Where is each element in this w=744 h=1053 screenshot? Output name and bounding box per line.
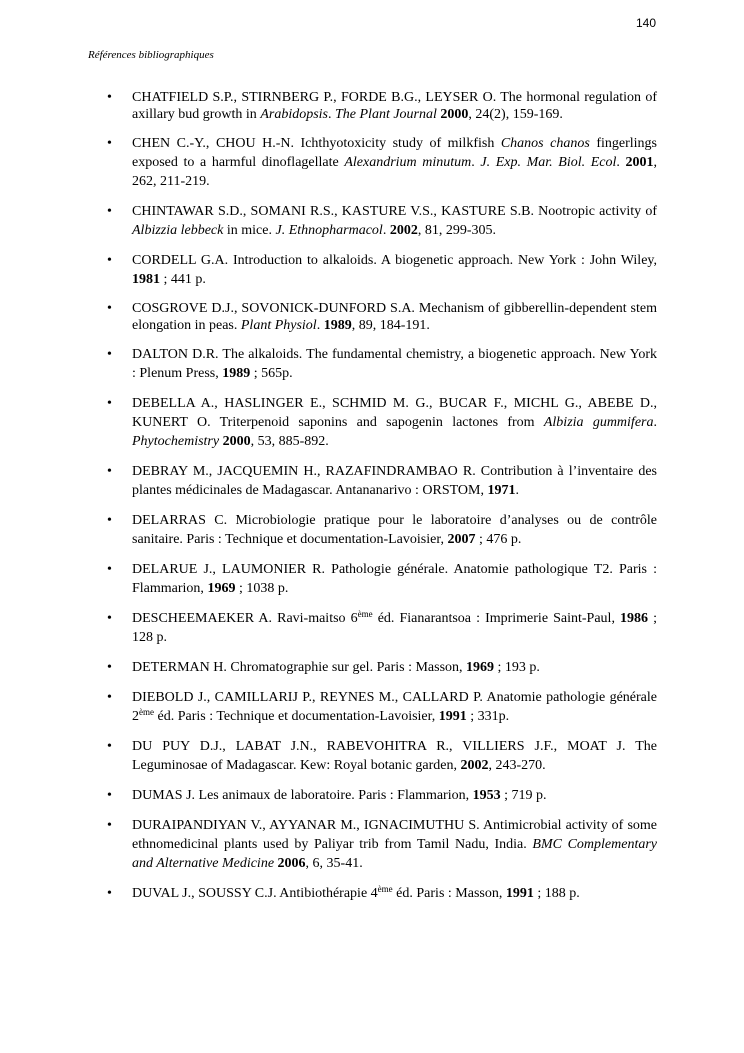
italic-run: Arabidopsis bbox=[260, 107, 328, 122]
bullet-icon: • bbox=[107, 136, 112, 151]
text-run: DU PUY D.J., LABAT J.N., RABEVOHITRA R., VILLIERS J.F., MOAT J. The Leguminosae of Madagascar. Kew: Royal botanic garden, bbox=[132, 739, 657, 773]
reference-text bbox=[132, 394, 657, 451]
bold-run: 1969 bbox=[466, 660, 495, 675]
text-run: DEBELLA A., HASLINGER E., SCHMID M. G., BUCAR F., MICHL G., ABEBE D., KUNERT O. Triterpenoid saponins and sapogenin lactones from bbox=[132, 396, 657, 430]
text-run: in mice. bbox=[223, 223, 276, 238]
reference-text bbox=[132, 884, 657, 903]
page-number: 140 bbox=[636, 16, 657, 30]
reference-text bbox=[132, 251, 657, 289]
italic-run: The Plant Journal bbox=[335, 107, 437, 122]
text-run: , 6, 35-41. bbox=[305, 856, 363, 871]
text-run: . bbox=[616, 155, 626, 170]
bullet-icon: • bbox=[107, 464, 112, 479]
italic-run: Albizia gummifera bbox=[543, 415, 654, 430]
text-run: , 262, 211-219. bbox=[132, 155, 658, 189]
text-run: , 24(2), 159-169. bbox=[468, 107, 563, 122]
text-run: . bbox=[328, 107, 335, 122]
bullet-icon: • bbox=[107, 886, 112, 901]
italic-run: Chanos chanos bbox=[500, 136, 590, 151]
bullet-icon: • bbox=[107, 253, 112, 268]
bullet-icon: • bbox=[107, 788, 112, 803]
reference-text bbox=[132, 202, 657, 240]
bullet-icon: • bbox=[107, 818, 112, 833]
text-run: DELARUE J., LAUMONIER R. Pathologie générale. Anatomie pathologique T2. Paris : Flammarion, bbox=[132, 562, 657, 596]
reference-text bbox=[132, 511, 657, 549]
reference-text bbox=[132, 300, 657, 334]
text-run: ; 128 p. bbox=[132, 611, 657, 645]
text-run: DURAIPANDIYAN V., AYYANAR M., IGNACIMUTHU S. Antimicrobial activity of some ethnomedicinal plants used by Paliyar trib from Tamil Nadu, India. bbox=[132, 818, 657, 852]
reference-entry-descheemaeker bbox=[0, 609, 657, 647]
text-run: CHEN C.-Y., CHOU H.-N. Ichthyotoxicity study of milkfish bbox=[132, 136, 501, 151]
reference-entry-chen bbox=[0, 134, 657, 191]
text-run: éd. Paris : Masson, bbox=[392, 886, 506, 901]
text-run: ; 476 p. bbox=[475, 532, 522, 547]
text-run: , 81, 299-305. bbox=[417, 223, 496, 238]
text-run: DETERMAN H. Chromatographie sur gel. Paris : Masson, bbox=[132, 660, 467, 675]
bold-run: 2001 bbox=[625, 155, 654, 170]
text-run: éd. Fianarantsoa : Imprimerie Saint-Paul, bbox=[372, 611, 621, 626]
reference-entry-dalton bbox=[0, 345, 657, 383]
reference-entry-diebold bbox=[0, 688, 657, 726]
text-run: DALTON D.R. The alkaloids. The fundamental chemistry, a biogenetic approach. New York : Plenum Press, bbox=[132, 347, 657, 381]
text-run: . bbox=[316, 318, 324, 333]
text-run: DEBRAY M., JACQUEMIN H., RAZAFINDRAMBAO R. Contribution à l’inventaire des plantes médicinales de Madagascar. Antananarivo : ORSTOM, bbox=[132, 464, 657, 498]
text-run: , 243-270. bbox=[488, 758, 546, 773]
text-run: . bbox=[653, 415, 657, 430]
reference-entry-chatfield bbox=[0, 89, 657, 123]
bold-run: 1971 bbox=[487, 483, 516, 498]
italic-run: Phytochemistry bbox=[132, 434, 220, 449]
text-run: ; 719 p. bbox=[500, 788, 547, 803]
bullet-icon: • bbox=[107, 396, 112, 411]
bold-run: 2000 bbox=[222, 434, 251, 449]
reference-text bbox=[132, 134, 657, 191]
reference-list bbox=[0, 89, 657, 914]
reference-entry-delarue bbox=[0, 560, 657, 598]
reference-entry-duraipandiyan bbox=[0, 816, 657, 873]
reference-text bbox=[132, 560, 657, 598]
reference-entry-cosgrove bbox=[0, 300, 657, 334]
reference-text bbox=[132, 786, 657, 805]
text-run: éd. Paris : Technique et documentation-Lavoisier, bbox=[154, 709, 439, 724]
italic-run: J. Ethnopharmacol bbox=[275, 223, 383, 238]
text-run: ; 441 p. bbox=[160, 272, 206, 287]
bullet-icon: • bbox=[107, 660, 112, 675]
bold-run: 2002 bbox=[389, 223, 418, 238]
bold-run: 1986 bbox=[620, 611, 649, 626]
text-run: fingerlings exposed to a harmful dinoflagellate bbox=[132, 136, 657, 170]
text-run: CHINTAWAR S.D., SOMANI R.S., KASTURE V.S., KASTURE S.B. Nootropic activity of bbox=[132, 204, 657, 219]
reference-entry-dumas bbox=[0, 786, 657, 805]
text-run: . bbox=[382, 223, 390, 238]
running-header: Références bibliographiques bbox=[88, 49, 214, 61]
bold-run: 1989 bbox=[323, 318, 352, 333]
bold-run: 1991 bbox=[438, 709, 467, 724]
text-run: . bbox=[471, 155, 481, 170]
reference-entry-debella bbox=[0, 394, 657, 451]
bold-run: 1991 bbox=[505, 886, 534, 901]
reference-text bbox=[132, 816, 657, 873]
superscript-run: ème bbox=[377, 884, 393, 894]
text-run: , 53, 885-892. bbox=[250, 434, 329, 449]
reference-entry-delarras bbox=[0, 511, 657, 549]
superscript-run: ème bbox=[357, 609, 373, 619]
reference-text bbox=[132, 658, 657, 677]
reference-entry-chintawar bbox=[0, 202, 657, 240]
text-run: COSGROVE D.J., SOVONICK-DUNFORD S.A. Mechanism of gibberellin-dependent stem elongation in peas. bbox=[132, 301, 657, 333]
reference-text bbox=[132, 462, 657, 500]
bullet-icon: • bbox=[107, 690, 112, 705]
text-run: CORDELL G.A. Introduction to alkaloids. A biogenetic approach. New York : John Wiley, bbox=[132, 253, 657, 268]
text-run: ; 188 p. bbox=[533, 886, 580, 901]
bold-run: 2006 bbox=[277, 856, 306, 871]
text-run: ; 193 p. bbox=[494, 660, 540, 675]
italic-run: BMC Complementary and Alternative Medicine bbox=[132, 837, 658, 871]
text-run: ; 565p. bbox=[250, 366, 293, 381]
text-run: DIEBOLD J., CAMILLARIJ P., REYNES M., CALLARD P. Anatomie pathologie générale 2 bbox=[132, 690, 657, 724]
reference-text bbox=[132, 688, 657, 726]
text-run: . bbox=[515, 483, 519, 498]
bullet-icon: • bbox=[107, 347, 112, 362]
text-run: ; 331p. bbox=[466, 709, 510, 724]
reference-entry-cordell bbox=[0, 251, 657, 289]
text-run: DESCHEEMAEKER A. Ravi-maitso 6 bbox=[132, 611, 358, 626]
reference-text bbox=[132, 609, 657, 647]
bold-run: 1989 bbox=[222, 366, 251, 381]
bullet-icon: • bbox=[107, 204, 112, 219]
italic-run: Albizzia lebbeck bbox=[132, 223, 224, 238]
bullet-icon: • bbox=[107, 611, 112, 626]
bold-run: 1953 bbox=[472, 788, 501, 803]
reference-entry-duval bbox=[0, 884, 657, 903]
bold-run: 2002 bbox=[460, 758, 489, 773]
text-run: CHATFIELD S.P., STIRNBERG P., FORDE B.G., LEYSER O. The hormonal regulation of axillary bud growth in bbox=[132, 90, 657, 122]
bullet-icon: • bbox=[107, 301, 112, 316]
bullet-icon: • bbox=[107, 90, 112, 105]
text-run: ; 1038 p. bbox=[235, 581, 289, 596]
superscript-run: ème bbox=[139, 707, 154, 717]
reference-entry-dupuy bbox=[0, 737, 657, 775]
text-run: , 89, 184-191. bbox=[351, 318, 430, 333]
bullet-icon: • bbox=[107, 562, 112, 577]
text-run: DELARRAS C. Microbiologie pratique pour le laboratoire d’analyses ou de contrôle sanitaire. Paris : Technique et documentation-Lavoisier, bbox=[132, 513, 657, 547]
bullet-icon: • bbox=[107, 739, 112, 754]
italic-run: J. Exp. Mar. Biol. Ecol bbox=[480, 155, 617, 170]
bold-run: 1981 bbox=[132, 272, 160, 287]
reference-text bbox=[132, 345, 657, 383]
text-run: DUVAL J., SOUSSY C.J. Antibiothérapie 4 bbox=[132, 886, 378, 901]
bold-run: 2007 bbox=[447, 532, 476, 547]
bold-run: 1969 bbox=[207, 581, 236, 596]
bold-run: 2000 bbox=[440, 107, 469, 122]
italic-run: Alexandrium minutum bbox=[344, 155, 472, 170]
reference-entry-determan bbox=[0, 658, 657, 677]
text-run: DUMAS J. Les animaux de laboratoire. Paris : Flammarion, bbox=[132, 788, 473, 803]
reference-text bbox=[132, 89, 657, 123]
reference-entry-debray bbox=[0, 462, 657, 500]
bullet-icon: • bbox=[107, 513, 112, 528]
italic-run: Plant Physiol bbox=[240, 318, 317, 333]
reference-text bbox=[132, 737, 657, 775]
